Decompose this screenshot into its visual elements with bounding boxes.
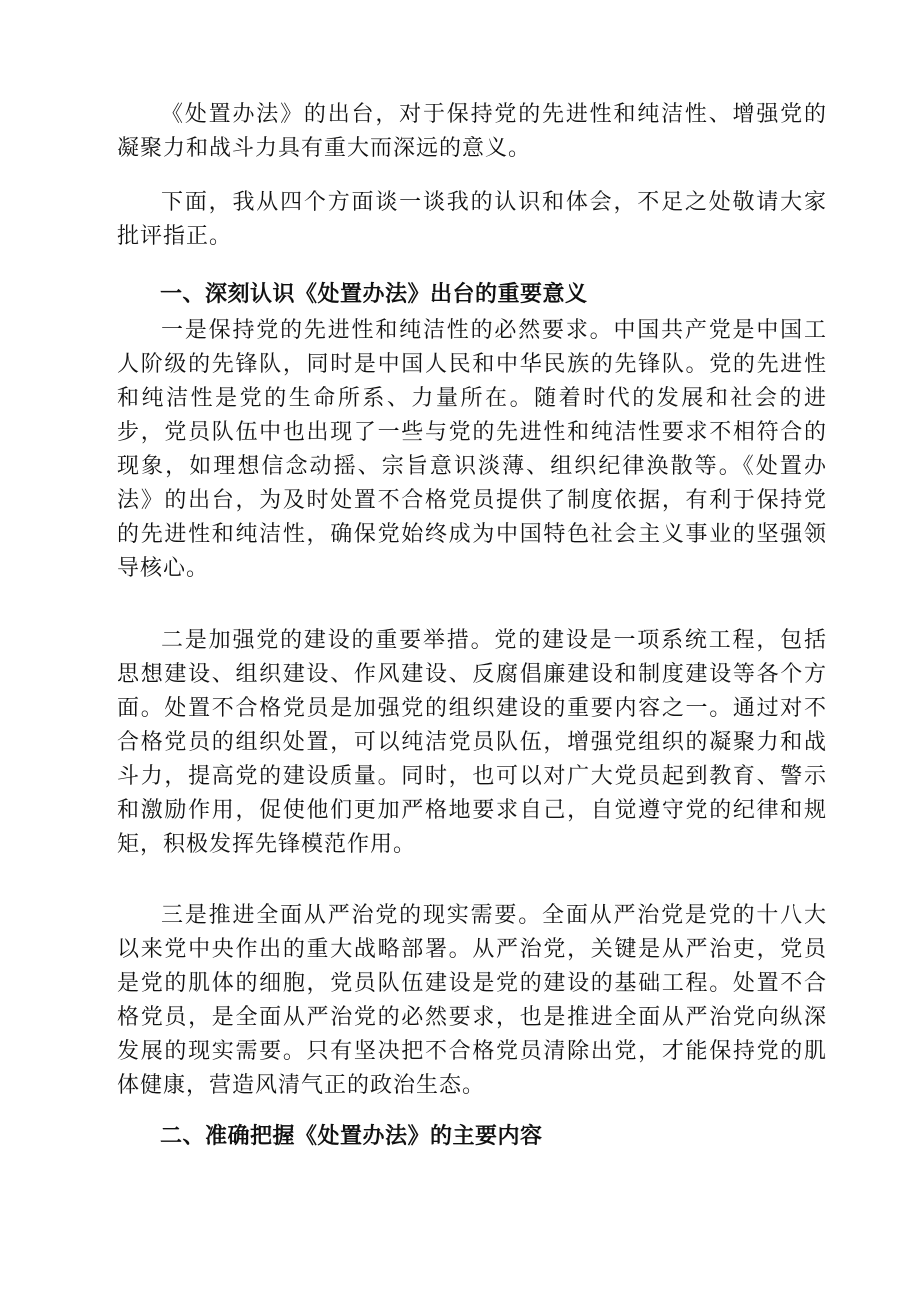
paragraph-text: 下面，我从四个方面谈一谈我的认识和体会，不足之处敬请大家批评指正。: [117, 190, 827, 249]
section-2-heading: [160, 1120, 820, 1154]
section-1-paragraph-2: [117, 624, 827, 862]
intro-paragraph-1: [117, 98, 827, 166]
paragraph-text: 《处置办法》的出台，对于保持党的先进性和纯洁性、增强党的凝聚力和战斗力具有重大而深远的意义。: [117, 102, 827, 161]
paragraph-text: 三是推进全面从严治党的现实需要。全面从严治党是党的十八大以来党中央作出的重大战略部署。从严治党，关键是从严治吏，党员是党的肌体的细胞，党员队伍建设是党的建设的基础工程。处置不合格党员，是全面从严治党的必然要求，也是推进全面从严治党向纵深发展的现实需要。只有坚决把不合格党员清除出党，才能保持党的肌体健康，营造风清气正的政治生态。: [117, 903, 827, 1098]
intro-paragraph-2: [117, 186, 827, 254]
section-1-paragraph-1: [117, 314, 827, 586]
heading-text: 一、深刻认识《处置办法》出台的重要意义: [160, 282, 588, 307]
paragraph-text: 一是保持党的先进性和纯洁性的必然要求。中国共产党是中国工人阶级的先锋队，同时是中国人民和中华民族的先锋队。党的先进性和纯洁性是党的生命所系、力量所在。随着时代的发展和社会的进步，党员队伍中也出现了一些与党的先进性和纯洁性要求不相符合的现象，如理想信念动摇、宗旨意识淡薄、组织纪律涣散等。《处置办法》的出台，为及时处置不合格党员提供了制度依据，有利于保持党的先进性和纯洁性，确保党始终成为中国特色社会主义事业的坚强领导核心。: [117, 318, 827, 581]
heading-text: 二、准确把握《处置办法》的主要内容: [160, 1124, 543, 1149]
section-1-paragraph-3: [117, 899, 827, 1103]
section-1-heading: [160, 278, 820, 312]
paragraph-text: 二是加强党的建设的重要举措。党的建设是一项系统工程，包括思想建设、组织建设、作风建设、反腐倡廉建设和制度建设等各个方面。处置不合格党员是加强党的组织建设的重要内容之一。通过对不合格党员的组织处置，可以纯洁党员队伍，增强党组织的凝聚力和战斗力，提高党的建设质量。同时，也可以对广大党员起到教育、警示和激励作用，促使他们更加严格地要求自己，自觉遵守党的纪律和规矩，积极发挥先锋模范作用。: [117, 628, 827, 857]
